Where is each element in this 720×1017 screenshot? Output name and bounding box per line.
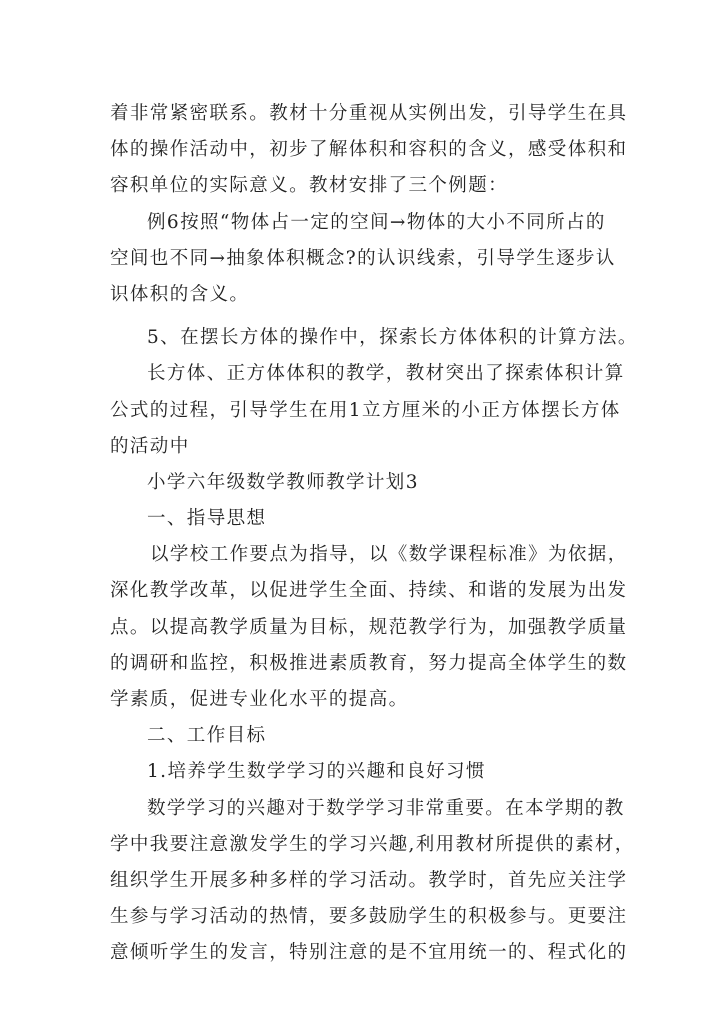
paragraph-gap bbox=[110, 313, 630, 320]
paragraph-line: 公式的过程，引导学生在用1立方厘米的小正方体摆长方体 bbox=[110, 399, 621, 421]
paragraph-line: 点。以提高教学质量为目标，规范教学行为，加强教学质量 bbox=[110, 616, 628, 638]
paragraph-line: 空间也不同→抽象体积概念?的认识线索，引导学生逐步认 bbox=[110, 247, 616, 269]
paragraph-line: 体的操作活动中，初步了解体积和容积的含义，感受体积和 bbox=[110, 139, 628, 161]
paragraph-line: 例6按照“物体占一定的空间→物体的大小不同所占的 bbox=[147, 211, 606, 233]
section-heading: 二、工作目标 bbox=[147, 725, 267, 747]
paragraph-line: 容积单位的实际意义。教材安排了三个例题： bbox=[110, 175, 509, 197]
paragraph-line: 学中我要注意激发学生的学习兴趣,利用教材所提供的素材， bbox=[110, 833, 635, 855]
paragraph-line: 长方体、正方体体积的教学，教材突出了探索体积计算 bbox=[147, 363, 625, 385]
paragraph-line: 数学学习的兴趣对于数学学习非常重要。在本学期的教 bbox=[147, 797, 625, 819]
paragraph-line: 学素质，促进专业化水平的提高。 bbox=[110, 689, 409, 710]
paragraph-line: 识体积的含义。 bbox=[110, 283, 250, 305]
paragraph-line: 的调研和监控，积极推进素质教育，努力提高全体学生的数 bbox=[110, 652, 628, 674]
paragraph-line: 着非常紧密联系。教材十分重视从实例出发，引导学生在具 bbox=[110, 103, 628, 124]
section-heading: 一、指导思想 bbox=[147, 508, 267, 530]
paragraph-line: 的活动中 bbox=[110, 435, 190, 457]
paragraph-line: 生参与学习活动的热情，要多鼓励学生的积极参与。更要注 bbox=[110, 906, 628, 928]
subsection-heading: 1.培养学生数学学习的兴趣和良好习惯 bbox=[147, 761, 486, 783]
document-body bbox=[110, 96, 638, 972]
paragraph-line: 深化教学改革，以促进学生全面、持续、和谐的发展为出发 bbox=[110, 580, 628, 602]
paragraph-line: 5、在摆长方体的操作中，探索长方体体积的计算方法。 bbox=[147, 327, 638, 349]
paragraph-line: 以学校工作要点为指导，以《数学课程标准》为依据， bbox=[150, 544, 628, 566]
section-title: 小学六年级数学教师教学计划3 bbox=[147, 471, 419, 493]
paragraph-line: 意倾听学生的发言，特别注意的是不宜用统一的、程式化的 bbox=[110, 942, 628, 964]
paragraph-line: 组织学生开展多种多样的学习活动。教学时，首先应关注学 bbox=[110, 869, 628, 891]
